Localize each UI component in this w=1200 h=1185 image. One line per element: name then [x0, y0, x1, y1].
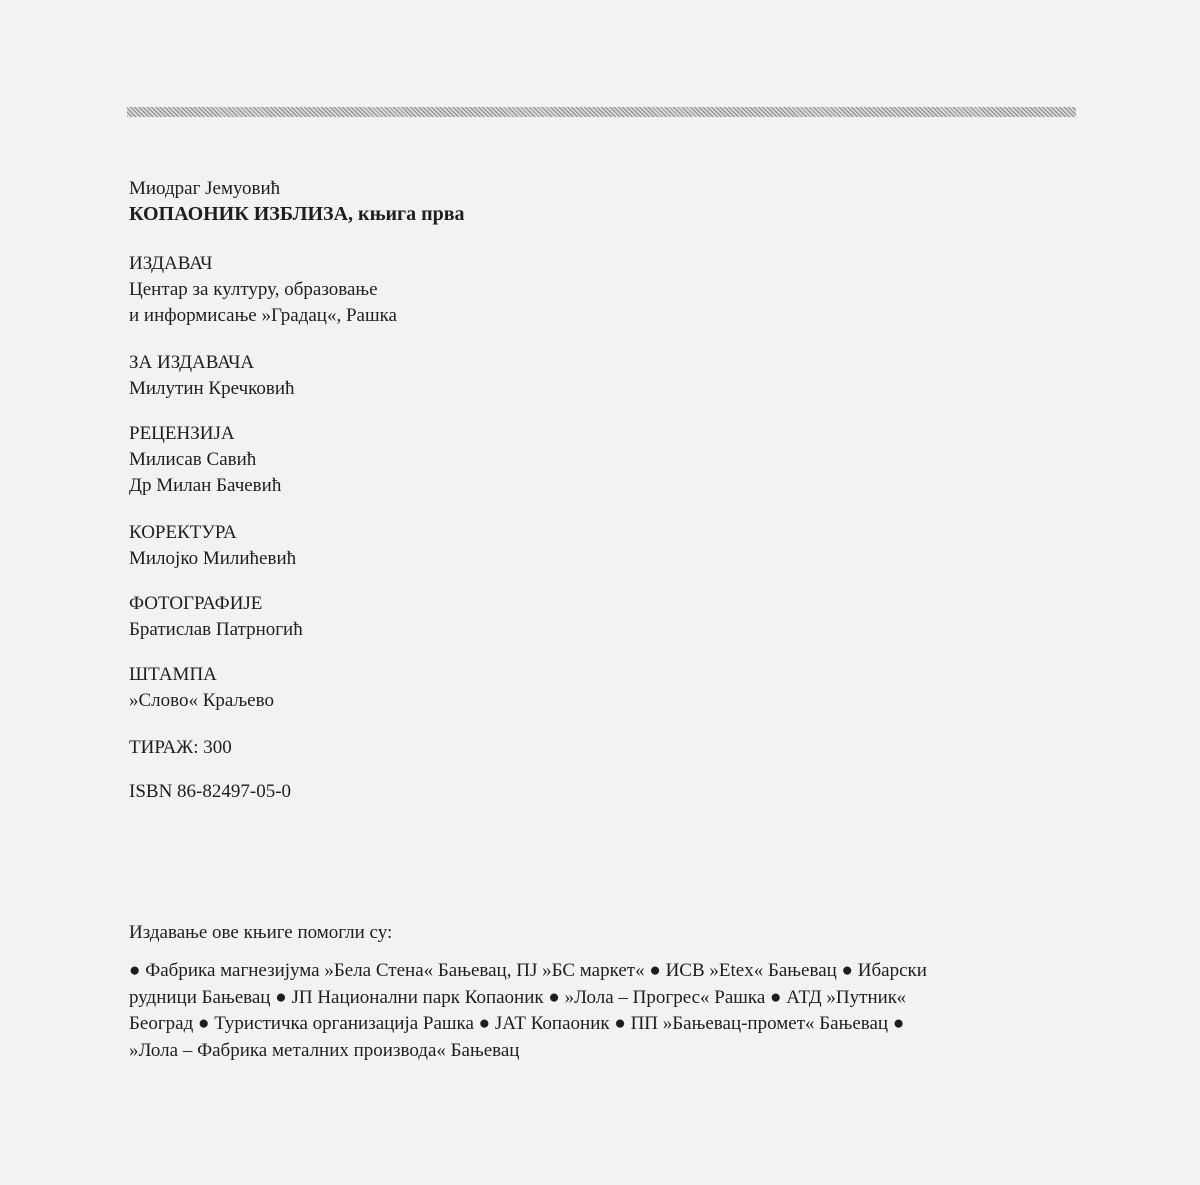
section-heading: ИЗДАВАЧ: [129, 253, 213, 274]
section-heading: ШТАМПА: [129, 664, 217, 685]
section-line: Милутин Кречковић: [129, 378, 295, 399]
section-heading: ЗА ИЗДАВАЧА: [129, 352, 255, 373]
print-run: ТИРАЖ: 300: [129, 737, 232, 758]
section-for-publisher: [129, 350, 295, 402]
author-name: Миодраг Јемуовић: [129, 178, 281, 199]
sponsors-line: ● Фабрика магнезијума »Бела Стена« Бањевац, ПЈ »БС маркет« ● ИСВ »Etex« Бањевац ● Ибарски: [129, 960, 927, 981]
section-line: Др Милан Бачевић: [129, 475, 282, 496]
section-line: Центар за културу, образовање: [129, 279, 378, 300]
book-title-main: КОПАОНИК ИЗБЛИЗА: [129, 203, 349, 225]
sponsors-list: [129, 958, 1089, 1064]
isbn: ISBN 86-82497-05-0: [129, 781, 292, 802]
section-photographs: [129, 591, 303, 643]
section-line: Братислав Патрногић: [129, 619, 303, 640]
sponsors-line: »Лола – Фабрика металних производа« Бањевац: [129, 1039, 520, 1061]
sponsors-line: Београд ● Туристичка организација Рашка ● ЈАТ Копаоник ● ПП »Бањевац-промет« Бањевац ●: [129, 1013, 905, 1034]
decorative-rule: [127, 107, 1076, 117]
section-proofreading: [129, 520, 296, 572]
section-review: [129, 421, 281, 499]
sponsors-line: рудници Бањевац ● ЈП Национални парк Копаоник ● »Лола – Прогрес« Рашка ● АТД »Путник«: [129, 986, 907, 1008]
section-heading: КОРЕКТУРА: [129, 522, 237, 543]
sponsors-heading: Издавање ове књиге помогли су:: [129, 922, 393, 943]
section-printing: [129, 662, 274, 714]
section-heading: РЕЦЕНЗИЈА: [129, 423, 235, 444]
section-line: Милојко Милићевић: [129, 548, 297, 569]
section-line: Милисав Савић: [129, 449, 257, 470]
section-publisher: [129, 251, 397, 329]
book-title-suffix: , књига прва: [348, 203, 465, 225]
section-heading: ФОТОГРАФИЈЕ: [129, 593, 263, 614]
section-line: »Слово« Краљево: [129, 690, 274, 711]
section-line: и информисање »Градац«, Рашка: [129, 305, 397, 326]
book-title: [129, 203, 465, 226]
